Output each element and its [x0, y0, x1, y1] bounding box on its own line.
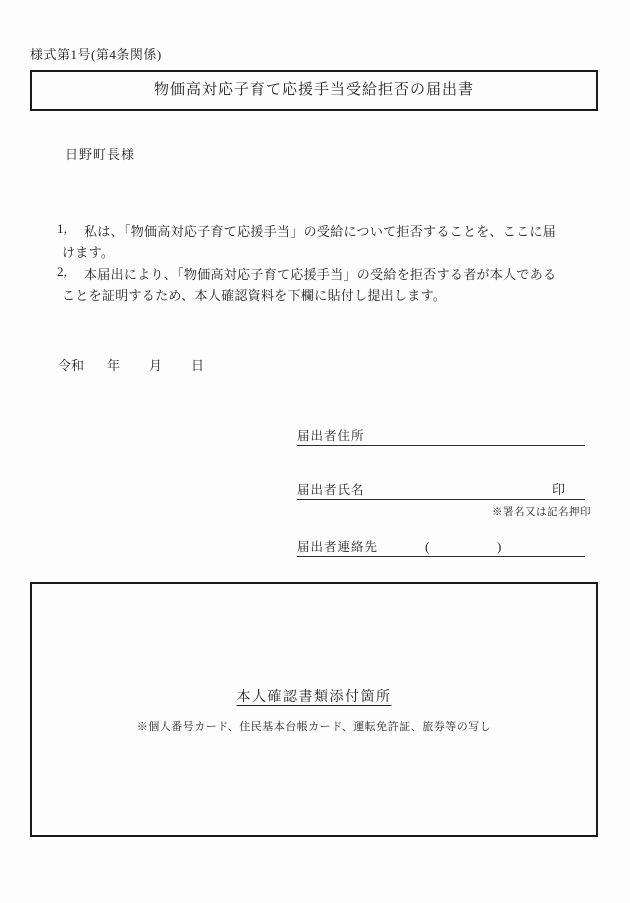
attachment-box[interactable]	[30, 582, 598, 837]
contact-field[interactable]	[297, 538, 585, 557]
form-number: 様式第1号(第4条関係)	[30, 47, 162, 62]
clause-2-line-1: 本届出により、「物価高対応子育て応援手当」の受給を拒否する者が本人である	[84, 267, 557, 282]
title-box	[30, 70, 598, 111]
seal-mark: 印	[552, 482, 566, 497]
clause-1-number: 1,	[57, 221, 68, 236]
attachment-box-note: ※個人番号カード、住民基本台帳カード、運転免許証、旅券等の写し	[136, 721, 492, 733]
era-label: 令和	[58, 358, 85, 373]
attachment-box-title: 本人確認書類添付箇所	[236, 690, 392, 705]
clause-2-line-2: ことを証明するため、本人確認資料を下欄に貼付し提出します。	[62, 288, 447, 303]
name-field[interactable]	[297, 481, 585, 500]
addressee: 日野町長様	[65, 147, 136, 162]
contact-paren-close: )	[497, 539, 502, 554]
document-title: 物価高対応子育て応援手当受給拒否の届出書	[153, 82, 474, 98]
clause-1-line-1: 私は、「物価高対応子育て応援手当」の受給について拒否することを、ここに届	[84, 224, 557, 239]
contact-label: 届出者連絡先	[297, 540, 379, 554]
address-field[interactable]	[297, 427, 585, 446]
seal-note: ※署名又は記名押印	[492, 507, 591, 518]
clause-2-number: 2,	[57, 264, 68, 279]
address-label: 届出者住所	[297, 429, 365, 443]
day-label: 日	[191, 358, 205, 373]
year-label: 年	[107, 358, 121, 373]
clause-1-line-2: けます。	[62, 245, 115, 260]
contact-paren-open: (	[425, 539, 430, 554]
month-label: 月	[149, 358, 163, 373]
name-label: 届出者氏名	[297, 483, 365, 497]
